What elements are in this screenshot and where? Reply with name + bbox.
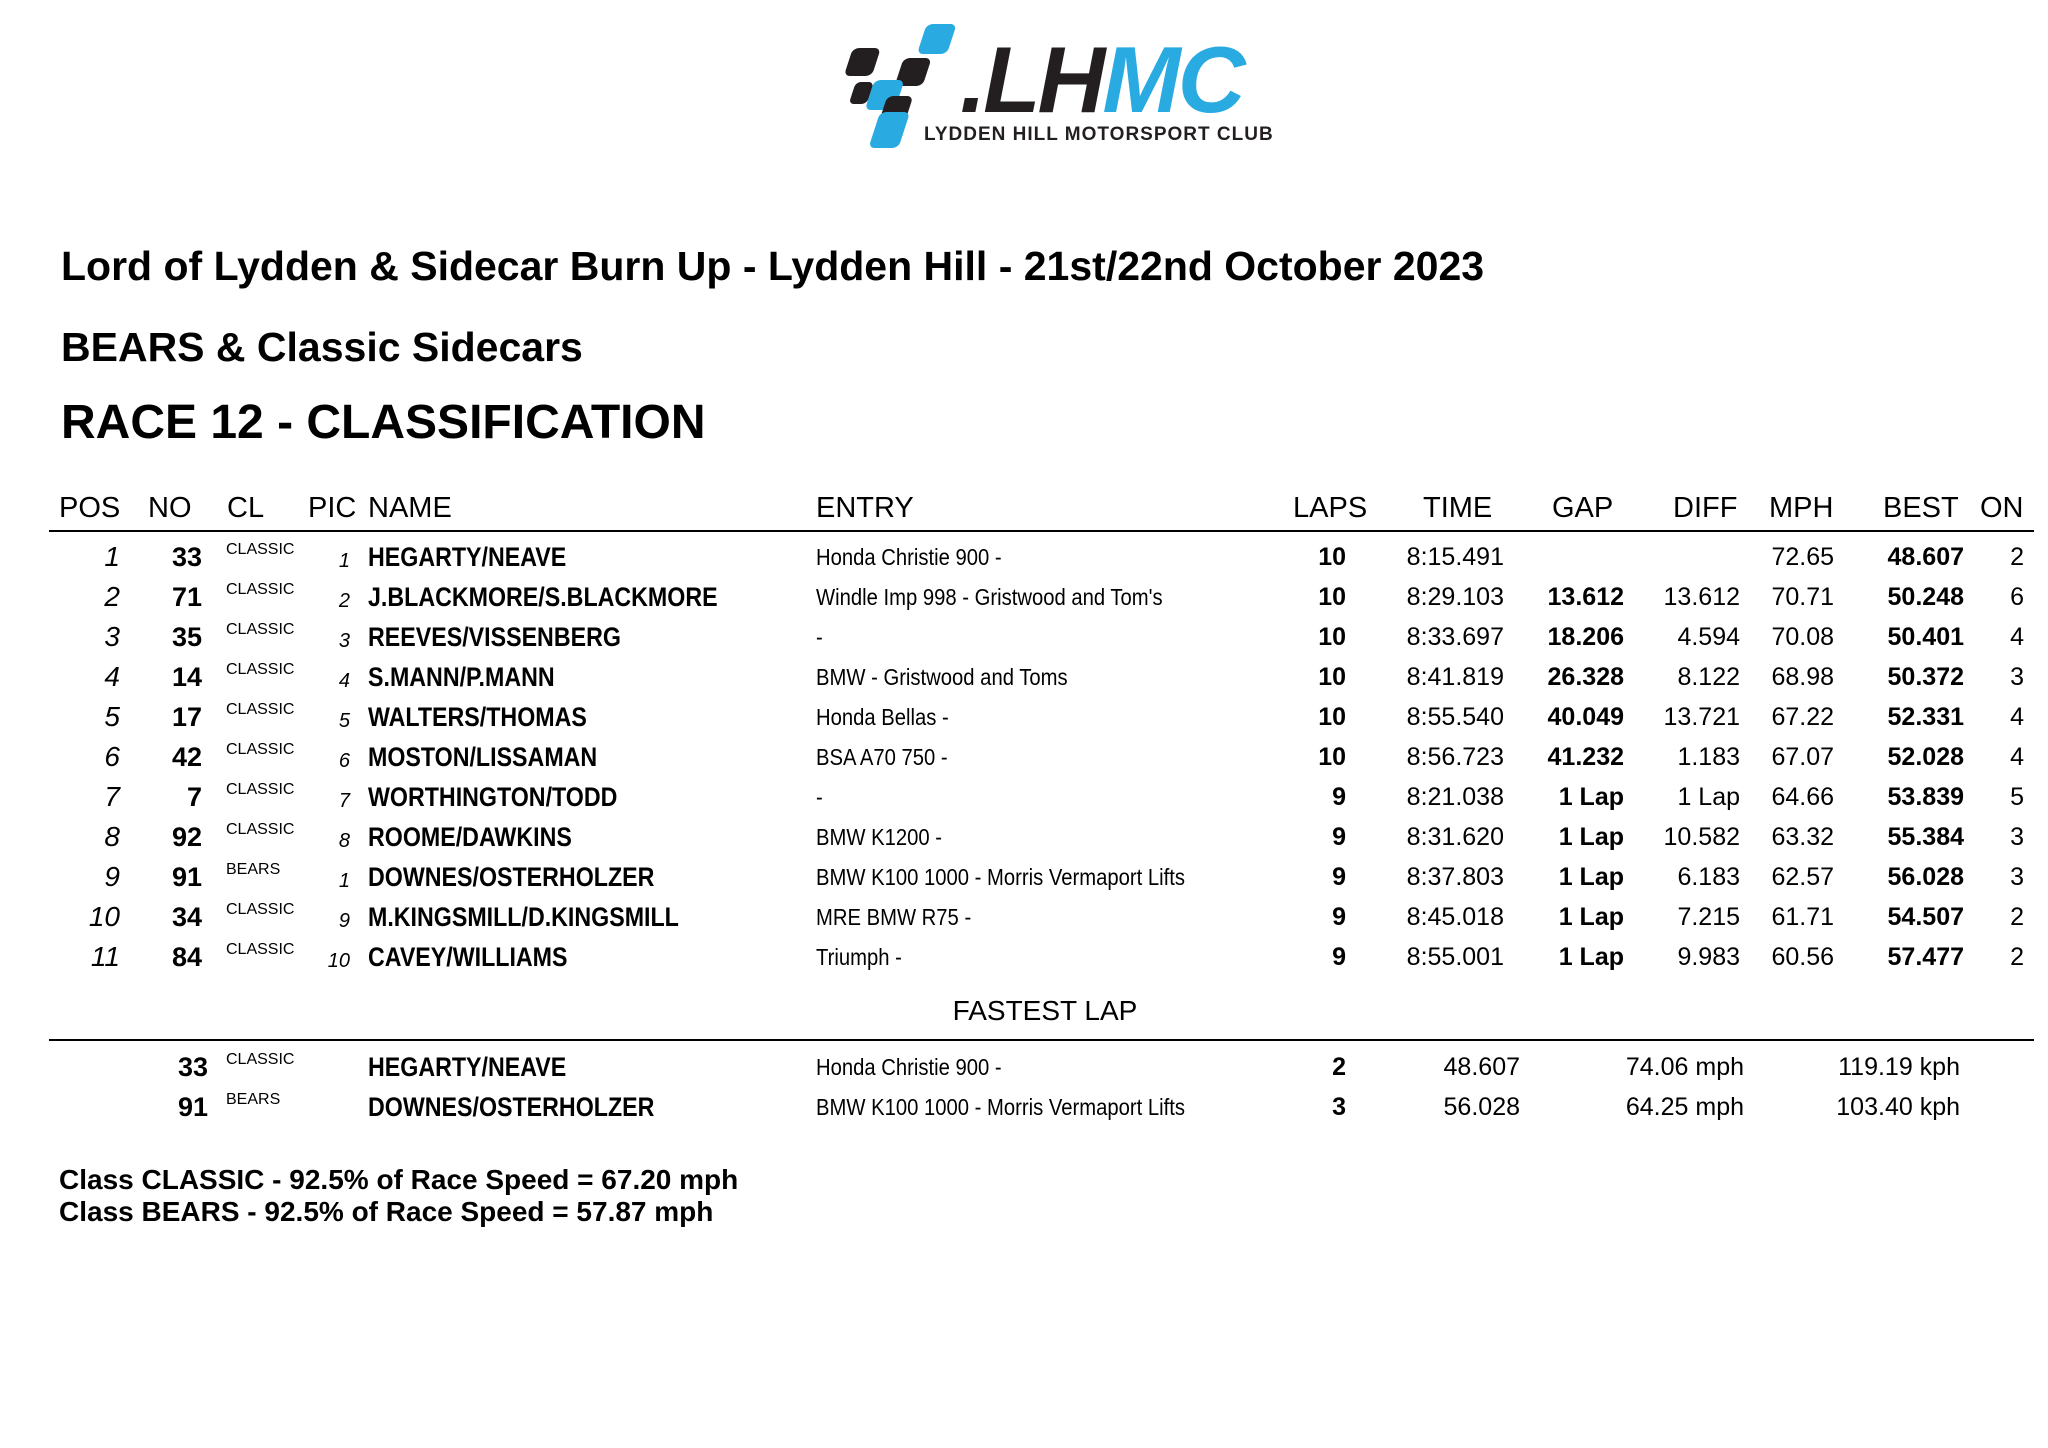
cell-gap: 1 Lap [1558,903,1624,931]
cell-gap: 26.328 [1547,663,1624,691]
cell-diff: 8.122 [1677,663,1740,691]
cell-best: 57.477 [1887,943,1964,971]
cell-gap: 41.232 [1547,743,1624,771]
cell-gap: 18.206 [1547,623,1624,651]
cell-cl: BEARS [226,861,281,878]
fastest-lap-divider [49,1039,2034,1041]
cell-pic: 10 [327,950,350,972]
cell-cl: CLASSIC [226,901,295,918]
cell-best: 48.607 [1887,543,1964,571]
cell-diff: 13.612 [1663,583,1740,611]
cell-diff: 1.183 [1677,743,1740,771]
cell-entry: BMW - Gristwood and Toms [816,664,1068,690]
cell-pos: 1 [104,541,120,572]
note-classic-speed: Class CLASSIC - 92.5% of Race Speed = 67.20 mph [59,1164,739,1195]
cell-mph: 72.65 [1771,543,1834,571]
cell-no: 33 [171,542,202,572]
cell-mph: 64.25 mph [1625,1093,1744,1121]
col-pos: POS [59,492,121,524]
cell-laps: 9 [1332,863,1346,891]
col-on: ON [1980,492,2024,524]
col-laps: LAPS [1293,492,1368,524]
cell-gap: 13.612 [1547,583,1624,611]
cell-no: 14 [171,662,202,692]
cell-pos: 9 [104,861,120,892]
cell-cl: CLASSIC [226,941,295,958]
cell-laps: 10 [1318,583,1346,611]
cell-cl: CLASSIC [226,661,295,678]
cell-mph: 68.98 [1771,663,1834,691]
cell-lap: 2 [1332,1053,1346,1081]
cell-name: M.KINGSMILL/D.KINGSMILL [368,902,679,932]
cell-name: MOSTON/LISSAMAN [368,742,598,772]
cell-laps: 9 [1332,823,1346,851]
cell-diff: 10.582 [1663,823,1740,851]
col-entry: ENTRY [816,492,914,524]
cell-best: 56.028 [1887,863,1964,891]
cell-entry: BMW K100 1000 - Morris Vermaport Lifts [816,1094,1185,1120]
class-title: BEARS & Classic Sidecars [61,324,583,370]
cell-entry: - [816,784,823,810]
cell-best: 55.384 [1887,823,1964,851]
cell-no: 34 [171,902,202,932]
cell-pos: 3 [104,621,120,652]
cell-no: 92 [171,822,202,852]
cell-mph: 70.08 [1771,623,1834,651]
cell-on: 2 [2010,543,2024,571]
cell-pic: 6 [338,750,350,772]
cell-time: 56.028 [1443,1093,1520,1121]
cell-gap: 1 Lap [1558,863,1624,891]
cell-name: WALTERS/THOMAS [368,702,587,732]
cell-name: CAVEY/WILLIAMS [368,942,568,972]
cell-pic: 1 [338,550,350,572]
cell-name: DOWNES/OSTERHOLZER [368,862,655,892]
col-mph: MPH [1769,492,1834,524]
cell-time: 8:29.103 [1406,583,1504,611]
col-name: NAME [368,492,452,524]
cell-best: 53.839 [1887,783,1964,811]
cell-laps: 10 [1318,743,1346,771]
cell-diff: 13.721 [1663,703,1740,731]
cell-no: 33 [177,1052,208,1082]
cell-diff: 9.983 [1677,943,1740,971]
cell-no: 71 [171,582,202,612]
race-title: RACE 12 - CLASSIFICATION [61,396,706,449]
club-logo [832,20,1272,150]
col-pic: PIC [308,492,357,524]
cell-cl: CLASSIC [226,541,295,558]
cell-laps: 10 [1318,703,1346,731]
cell-time: 8:56.723 [1406,743,1504,771]
cell-name: S.MANN/P.MANN [368,662,555,692]
cell-pos: 4 [104,661,120,692]
cell-time: 8:33.697 [1406,623,1504,651]
cell-time: 48.607 [1443,1053,1520,1081]
cell-name: ROOME/DAWKINS [368,822,572,852]
cell-pic: 3 [338,630,350,652]
cell-name: J.BLACKMORE/S.BLACKMORE [368,582,718,612]
cell-mph: 61.71 [1771,903,1834,931]
col-cl: CL [227,492,265,524]
header-divider [49,530,2034,532]
cell-name: WORTHINGTON/TODD [368,782,618,812]
cell-entry: Honda Bellas - [816,704,949,730]
cell-laps: 10 [1318,543,1346,571]
cell-best: 50.401 [1887,623,1964,651]
cell-name: HEGARTY/NEAVE [368,1052,567,1082]
cell-entry: BSA A70 750 - [816,744,948,770]
cell-gap: 1 Lap [1558,823,1624,851]
cell-mph: 67.22 [1771,703,1834,731]
cell-laps: 10 [1318,623,1346,651]
cell-on: 5 [2010,783,2024,811]
cell-no: 91 [177,1092,208,1122]
cell-time: 8:55.540 [1406,703,1504,731]
cell-name: REEVES/VISSENBERG [368,622,621,652]
cell-pic: 7 [338,790,350,812]
cell-pos: 10 [88,901,120,932]
cell-entry: Triumph - [816,944,902,970]
cell-best: 52.028 [1887,743,1964,771]
cell-on: 3 [2010,823,2024,851]
cell-cl: CLASSIC [226,821,295,838]
event-title: Lord of Lydden & Sidecar Burn Up - Lydden Hill - 21st/22nd October 2023 [61,243,1485,289]
cell-on: 4 [2010,743,2024,771]
cell-laps: 9 [1332,943,1346,971]
cell-mph: 70.71 [1771,583,1834,611]
cell-on: 6 [2010,583,2024,611]
cell-laps: 9 [1332,903,1346,931]
cell-pos: 8 [104,821,120,852]
cell-pos: 11 [90,941,120,972]
logo-text: .LHMC [960,27,1243,132]
cell-mph: 63.32 [1771,823,1834,851]
cell-mph: 60.56 [1771,943,1834,971]
col-no: NO [148,492,192,524]
cell-best: 50.248 [1887,583,1964,611]
logo-subtitle: LYDDEN HILL MOTORSPORT CLUB [924,124,1274,145]
cell-mph: 67.07 [1771,743,1834,771]
cell-pos: 2 [104,581,120,612]
cell-pic: 1 [338,870,350,892]
cell-entry: BMW K100 1000 - Morris Vermaport Lifts [816,864,1185,890]
cell-entry: BMW K1200 - [816,824,942,850]
cell-pos: 7 [104,781,120,812]
cell-time: 8:15.491 [1406,543,1504,571]
cell-no: 84 [171,942,202,972]
cell-gap: 1 Lap [1558,783,1624,811]
cell-kph: 119.19 kph [1838,1053,1960,1081]
cell-time: 8:45.018 [1406,903,1504,931]
cell-cl: BEARS [226,1091,281,1108]
cell-cl: CLASSIC [226,741,295,758]
col-time: TIME [1423,492,1493,524]
cell-no: 91 [171,862,202,892]
cell-entry: Honda Christie 900 - [816,544,1002,570]
cell-pic: 2 [338,590,350,612]
cell-no: 42 [171,742,202,772]
cell-kph: 103.40 kph [1836,1093,1960,1121]
cell-pic: 9 [338,910,350,932]
cell-cl: CLASSIC [226,781,295,798]
cell-gap: 1 Lap [1558,943,1624,971]
cell-best: 52.331 [1887,703,1964,731]
cell-on: 2 [2010,943,2024,971]
cell-mph: 64.66 [1771,783,1834,811]
cell-best: 50.372 [1887,663,1964,691]
cell-pic: 4 [338,670,350,692]
cell-on: 4 [2010,623,2024,651]
cell-on: 3 [2010,663,2024,691]
cell-lap: 3 [1332,1093,1346,1121]
cell-cl: CLASSIC [226,581,295,598]
cell-cl: CLASSIC [226,701,295,718]
cell-time: 8:37.803 [1406,863,1504,891]
cell-name: DOWNES/OSTERHOLZER [368,1092,655,1122]
col-best: BEST [1883,492,1959,524]
col-gap: GAP [1552,492,1614,524]
cell-pos: 6 [104,741,120,772]
cell-time: 8:21.038 [1406,783,1504,811]
cell-pic: 5 [338,710,350,732]
cell-entry: - [816,624,823,650]
cell-mph: 62.57 [1771,863,1834,891]
cell-diff: 6.183 [1677,863,1740,891]
cell-name: HEGARTY/NEAVE [368,542,567,572]
cell-on: 3 [2010,863,2024,891]
cell-cl: CLASSIC [226,621,295,638]
cell-time: 8:31.620 [1406,823,1504,851]
note-bears-speed: Class BEARS - 92.5% of Race Speed = 57.87 mph [59,1196,714,1227]
cell-best: 54.507 [1887,903,1964,931]
cell-time: 8:55.001 [1406,943,1504,971]
fastest-lap-title: FASTEST LAP [952,995,1138,1026]
cell-pic: 8 [338,830,350,852]
cell-mph: 74.06 mph [1625,1053,1744,1081]
cell-laps: 9 [1332,783,1346,811]
cell-entry: MRE BMW R75 - [816,904,972,930]
cell-no: 7 [186,782,202,812]
cell-diff: 7.215 [1677,903,1740,931]
cell-entry: Windle Imp 998 - Gristwood and Tom's [816,584,1163,610]
cell-pos: 5 [104,701,120,732]
cell-cl: CLASSIC [226,1051,295,1068]
cell-time: 8:41.819 [1406,663,1504,691]
cell-no: 17 [171,702,202,732]
cell-gap: 40.049 [1547,703,1624,731]
cell-diff: 4.594 [1677,623,1740,651]
cell-diff: 1 Lap [1677,783,1740,811]
cell-on: 2 [2010,903,2024,931]
cell-laps: 10 [1318,663,1346,691]
cell-on: 4 [2010,703,2024,731]
cell-no: 35 [171,622,202,652]
col-diff: DIFF [1673,492,1738,524]
cell-entry: Honda Christie 900 - [816,1054,1002,1080]
